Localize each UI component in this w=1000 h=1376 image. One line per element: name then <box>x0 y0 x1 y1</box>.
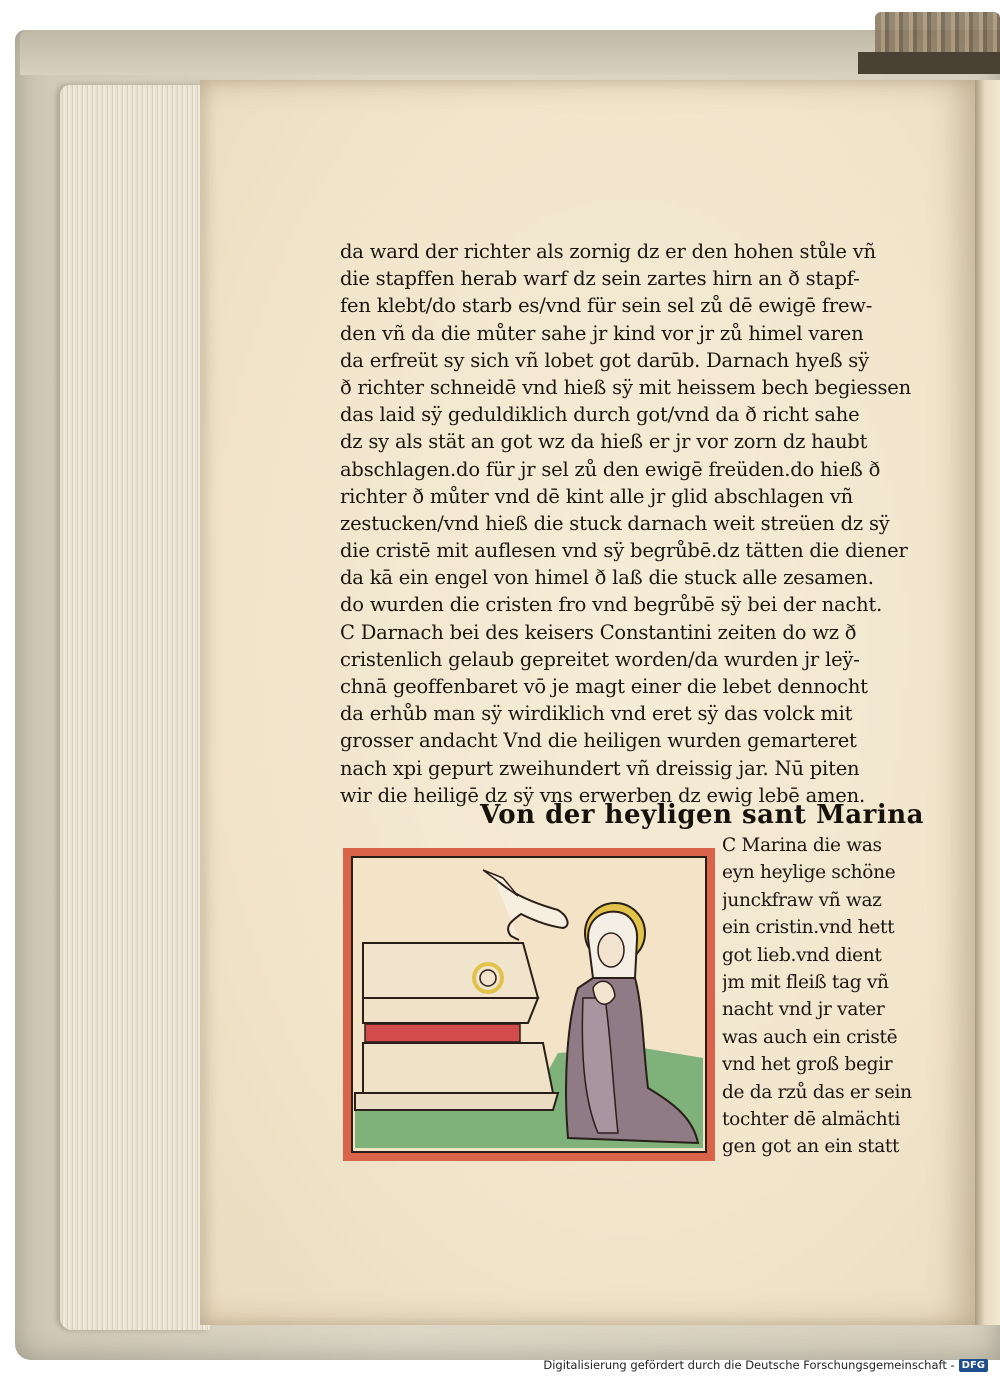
section-heading: Von der heyligen sant Marina <box>480 800 924 830</box>
text-line: da kā ein engel von himel ð laß die stuck alle zesamen. <box>340 566 874 590</box>
text-line: chnā geoffenbaret vō je magt einer die lebet dennocht <box>340 675 868 698</box>
text-line: die cristē mit auflesen vnd sÿ begrůbē.dz tätten die diener <box>340 539 908 563</box>
side-text-line: C Marina die was <box>722 835 882 856</box>
text-line: da erfreüt sy sich vñ lobet got darūb. Darnach hyeß sÿ <box>340 348 869 372</box>
text-line: ð richter schneidē vnd hieß sÿ mit heissem bech begiessen <box>340 375 911 399</box>
side-text-line: tochter dē almächti <box>722 1108 901 1130</box>
side-text-line: nacht vnd jr vater <box>722 999 885 1021</box>
digitization-credit <box>543 1358 988 1372</box>
text-line: das laid sÿ geduldiklich durch got/vnd da ð richt sahe <box>340 403 860 427</box>
side-text-line: was auch ein cristē <box>722 1026 898 1048</box>
side-text-block <box>722 832 932 1161</box>
side-text-line: ein cristin.vnd hett <box>722 917 895 939</box>
side-text-line: eyn heylige schöne <box>722 862 896 884</box>
side-text-line: de da rzů das er sein <box>722 1081 912 1103</box>
text-line: dz sy als stät an got wz da hieß er jr vor zorn dz haubt <box>340 430 868 454</box>
credit-text: Digitalisierung gefördert durch die Deutsche Forschungsgemeinschaft - <box>543 1358 955 1372</box>
text-line: cristenlich gelaub gepreitet worden/da wurden jr leÿ- <box>340 647 860 671</box>
page-gutter <box>975 80 1000 1325</box>
dfg-logo-icon: DFG <box>959 1359 988 1372</box>
cover-top-edge <box>20 30 880 75</box>
side-text-line: got lieb.vnd dient <box>722 944 882 966</box>
text-line: da erhůb man sÿ wirdiklich vnd eret sÿ das volck mit <box>340 702 853 726</box>
text-line: die stapffen herab warf dz sein zartes hirn an ð stapf- <box>340 267 860 291</box>
text-line: richter ð můter vnd dē kint alle jr glid abschlagen vñ <box>340 484 853 508</box>
woodcut-illustration <box>343 848 715 1161</box>
text-line: nach xpi gepurt zweihundert vñ dreissig jar. Nū piten <box>340 756 860 780</box>
text-line: C Darnach bei des keisers Constantini zeiten do wz ð <box>340 620 857 644</box>
spine-shadow <box>858 52 1000 74</box>
text-line: grosser andacht Vnd die heiligen wurden gemarteret <box>340 729 857 753</box>
text-line: do wurden die cristen fro vnd begrůbē sÿ bei der nacht. <box>340 593 883 617</box>
text-line: den vñ da die můter sahe jr kind vor jr zů himel varen <box>340 321 864 345</box>
text-line: fen klebt/do starb es/vnd für sein sel zů dē ewigē frew- <box>340 294 873 318</box>
text-line: zestucken/vnd hieß die stuck darnach weit streüen dz sÿ <box>340 511 890 535</box>
text-line: abschlagen.do für jr sel zů den ewigē freüden.do hieß ð <box>340 457 881 481</box>
text-line: wir die heiligē dz sÿ vns erwerben dz ewig lebē amen. <box>340 783 866 807</box>
side-text-line: vnd het groß begir <box>722 1054 893 1076</box>
main-text-block <box>340 238 930 809</box>
side-text-line: junckfraw vñ waz <box>722 889 882 911</box>
text-line: da ward der richter als zornig dz er den hohen stůle vñ <box>340 240 876 263</box>
side-text-line: gen got an ein statt <box>722 1136 900 1158</box>
page-fore-edge <box>60 85 210 1330</box>
side-text-line: jm mit fleiß tag vñ <box>722 971 889 993</box>
